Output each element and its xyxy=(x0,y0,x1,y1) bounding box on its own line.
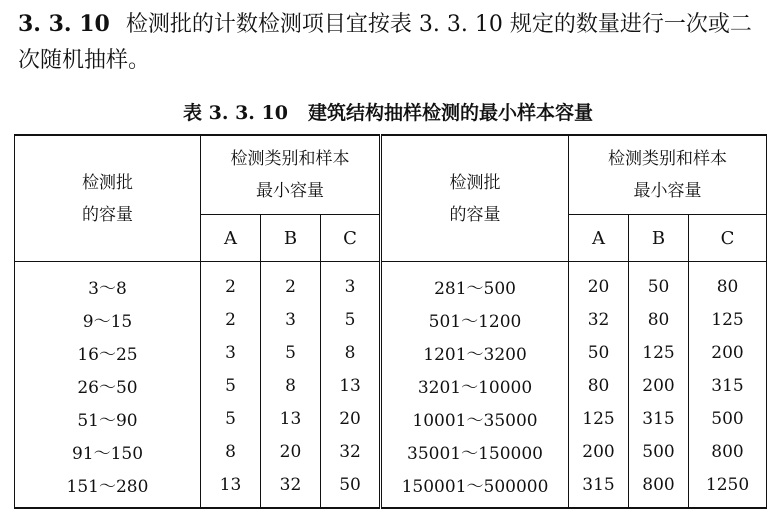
header-cat-b-right: B xyxy=(629,215,689,262)
right-cat-c-value: 500 xyxy=(689,402,767,435)
left-cat-b-value: 5 xyxy=(261,336,321,369)
left-cat-b-value: 32 xyxy=(261,468,321,508)
right-cat-a-value: 80 xyxy=(569,369,629,402)
left-cat-c-value: 13 xyxy=(321,369,381,402)
right-cat-a-value: 50 xyxy=(569,336,629,369)
header-batch-capacity-right xyxy=(381,135,569,262)
header-cat-c-left: C xyxy=(321,215,381,262)
left-batch-range: 151～280 xyxy=(15,468,201,508)
left-batch-range: 16～25 xyxy=(15,336,201,369)
right-cat-c-value: 200 xyxy=(689,336,767,369)
header-category-group-right xyxy=(569,135,767,215)
left-cat-c-value: 32 xyxy=(321,435,381,468)
header-group-line2: 最小容量 xyxy=(256,181,324,201)
header-group-line1: 检测类别和样本 xyxy=(230,149,350,169)
table-row xyxy=(15,468,767,508)
table-row xyxy=(15,336,767,369)
left-cat-c-value: 5 xyxy=(321,303,381,336)
right-cat-c-value: 1250 xyxy=(689,468,767,508)
left-batch-range: 3～8 xyxy=(15,262,201,304)
left-cat-c-value: 3 xyxy=(321,262,381,304)
left-cat-b-value: 3 xyxy=(261,303,321,336)
header-batch-line1: 检测批 xyxy=(82,172,133,193)
header-group-line2: 最小容量 xyxy=(633,181,702,201)
right-batch-range: 1201～3200 xyxy=(381,336,569,369)
table-row xyxy=(15,435,767,468)
left-cat-c-value: 8 xyxy=(321,336,381,369)
header-cat-a-left: A xyxy=(201,215,261,262)
left-cat-a-value: 5 xyxy=(201,402,261,435)
right-batch-range: 150001～500000 xyxy=(381,468,569,508)
header-batch-line2: 的容量 xyxy=(449,204,501,225)
left-cat-b-value: 13 xyxy=(261,402,321,435)
right-batch-range: 35001～150000 xyxy=(381,435,569,468)
right-batch-range: 281～500 xyxy=(381,262,569,304)
left-cat-b-value: 20 xyxy=(261,435,321,468)
header-batch-capacity-left xyxy=(15,135,201,262)
left-cat-a-value: 5 xyxy=(201,369,261,402)
header-cat-a-right: A xyxy=(569,215,629,262)
table-row xyxy=(15,369,767,402)
header-cat-b-left: B xyxy=(261,215,321,262)
clause-paragraph xyxy=(18,6,768,79)
right-cat-b-value: 50 xyxy=(629,262,689,304)
right-cat-a-value: 200 xyxy=(569,435,629,468)
right-cat-c-value: 315 xyxy=(689,369,767,402)
right-cat-a-value: 20 xyxy=(569,262,629,304)
left-cat-a-value: 8 xyxy=(201,435,261,468)
right-cat-a-value: 125 xyxy=(569,402,629,435)
table-caption-number: 表 3. 3. 10 xyxy=(183,102,288,124)
table-caption xyxy=(0,98,776,125)
right-cat-b-value: 315 xyxy=(629,402,689,435)
header-cat-c-right: C xyxy=(689,215,767,262)
right-batch-range: 3201～10000 xyxy=(381,369,569,402)
right-batch-range: 501～1200 xyxy=(381,303,569,336)
table-caption-title: 建筑结构抽样检测的最小样本容量 xyxy=(307,102,593,124)
right-cat-b-value: 200 xyxy=(629,369,689,402)
right-cat-a-value: 315 xyxy=(569,468,629,508)
right-cat-c-value: 80 xyxy=(689,262,767,304)
left-cat-a-value: 3 xyxy=(201,336,261,369)
sample-size-table xyxy=(14,134,767,509)
left-cat-c-value: 50 xyxy=(321,468,381,508)
header-group-line1: 检测类别和样本 xyxy=(608,149,728,169)
left-cat-b-value: 2 xyxy=(261,262,321,304)
left-cat-b-value: 8 xyxy=(261,369,321,402)
right-cat-c-value: 125 xyxy=(689,303,767,336)
left-batch-range: 91～150 xyxy=(15,435,201,468)
right-cat-b-value: 800 xyxy=(629,468,689,508)
left-cat-a-value: 2 xyxy=(201,303,261,336)
header-batch-line1: 检测批 xyxy=(449,172,501,193)
right-cat-b-value: 500 xyxy=(629,435,689,468)
table-row xyxy=(15,262,767,304)
right-batch-range: 10001～35000 xyxy=(381,402,569,435)
right-cat-b-value: 125 xyxy=(629,336,689,369)
left-cat-c-value: 20 xyxy=(321,402,381,435)
left-batch-range: 51～90 xyxy=(15,402,201,435)
table-row xyxy=(15,402,767,435)
left-cat-a-value: 13 xyxy=(201,468,261,508)
clause-number: 3. 3. 10 xyxy=(18,11,110,37)
left-batch-range: 26～50 xyxy=(15,369,201,402)
header-category-group-left xyxy=(201,135,381,215)
clause-text: 检测批的计数检测项目宜按表 3. 3. 10 规定的数量进行一次或二次随机抽样。 xyxy=(18,12,752,73)
right-cat-a-value: 32 xyxy=(569,303,629,336)
left-cat-a-value: 2 xyxy=(201,262,261,304)
right-cat-b-value: 80 xyxy=(629,303,689,336)
header-batch-line2: 的容量 xyxy=(82,204,133,225)
left-batch-range: 9～15 xyxy=(15,303,201,336)
table-row xyxy=(15,303,767,336)
right-cat-c-value: 800 xyxy=(689,435,767,468)
